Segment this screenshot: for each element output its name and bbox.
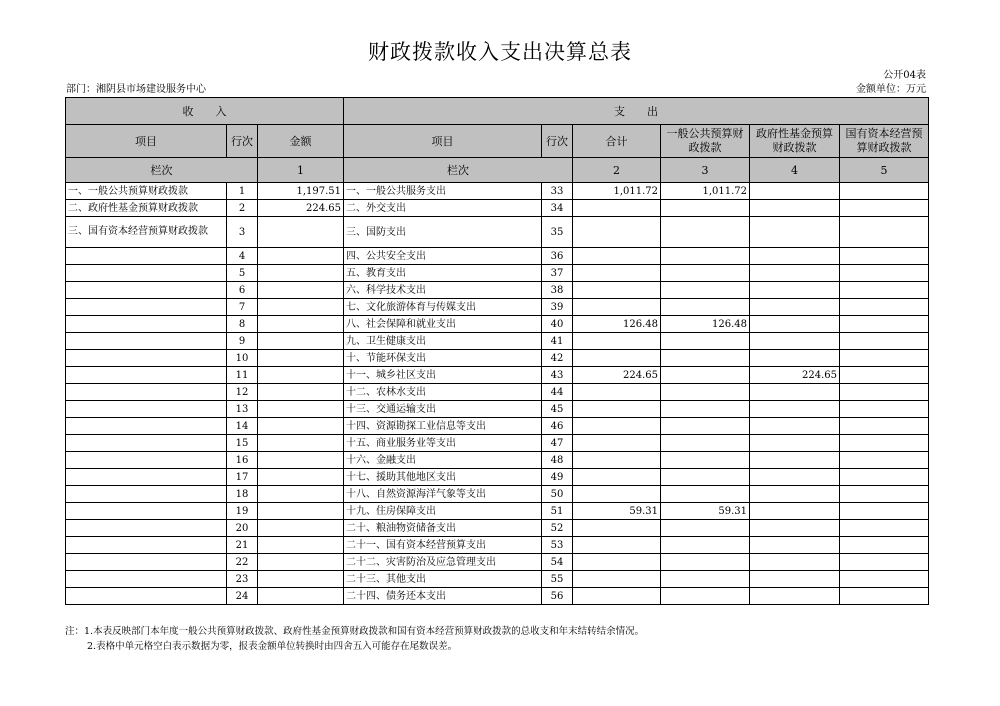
footnotes <box>65 624 644 654</box>
column-number-4: 4 <box>750 158 840 183</box>
gov-fund-cell <box>750 537 840 554</box>
state-capital-cell <box>840 537 929 554</box>
expense-rowno-cell: 44 <box>542 384 573 401</box>
total-cell <box>573 200 661 217</box>
state-capital-cell <box>840 418 929 435</box>
expense-rowno-cell: 39 <box>542 299 573 316</box>
expense-rowno-header: 行次 <box>542 125 573 158</box>
state-capital-cell <box>840 265 929 282</box>
income-amount-cell <box>258 401 344 418</box>
gov-fund-cell <box>750 571 840 588</box>
table-row <box>66 248 929 265</box>
total-cell <box>573 418 661 435</box>
income-item-cell <box>66 350 227 367</box>
expense-item-cell: 四、公共安全支出 <box>344 248 542 265</box>
income-amount-header: 金额 <box>258 125 344 158</box>
table-row <box>66 333 929 350</box>
general-budget-cell <box>661 217 750 248</box>
income-item-cell <box>66 537 227 554</box>
total-cell <box>573 350 661 367</box>
table-row <box>66 350 929 367</box>
general-budget-cell <box>661 333 750 350</box>
income-rowno-cell: 9 <box>227 333 258 350</box>
expense-rowno-cell: 47 <box>542 435 573 452</box>
expense-item-cell: 二十三、其他支出 <box>344 571 542 588</box>
expense-item-cell: 二、外交支出 <box>344 200 542 217</box>
gov-fund-cell <box>750 333 840 350</box>
table-row <box>66 217 929 248</box>
gov-fund-cell <box>750 435 840 452</box>
total-cell <box>573 282 661 299</box>
expense-rowno-cell: 37 <box>542 265 573 282</box>
income-amount-cell <box>258 452 344 469</box>
state-capital-cell <box>840 367 929 384</box>
form-number: 公开04表 <box>883 70 926 81</box>
table-row <box>66 316 929 333</box>
total-cell <box>573 469 661 486</box>
expense-item-cell: 八、社会保障和就业支出 <box>344 316 542 333</box>
expense-rowno-cell: 48 <box>542 452 573 469</box>
total-cell <box>573 435 661 452</box>
general-budget-header: 一般公共预算财政拨款 <box>661 125 750 158</box>
table-row <box>66 282 929 299</box>
income-amount-cell <box>258 588 344 605</box>
expense-item-cell: 十一、城乡社区支出 <box>344 367 542 384</box>
page-title: 财政拨款收入支出决算总表 <box>368 40 632 64</box>
income-item-cell <box>66 367 227 384</box>
income-item-cell <box>66 503 227 520</box>
gov-fund-cell <box>750 200 840 217</box>
income-rowno-cell: 18 <box>227 486 258 503</box>
unit-label: 金额单位：万元 <box>856 84 926 95</box>
column-number-2: 2 <box>573 158 661 183</box>
expense-rowno-cell: 50 <box>542 486 573 503</box>
expense-item-cell: 十二、农林水支出 <box>344 384 542 401</box>
income-amount-cell <box>258 367 344 384</box>
state-capital-cell <box>840 401 929 418</box>
expense-item-cell: 十五、商业服务业等支出 <box>344 435 542 452</box>
income-amount-cell <box>258 282 344 299</box>
total-header: 合计 <box>573 125 661 158</box>
income-amount-cell <box>258 333 344 350</box>
gov-fund-cell <box>750 469 840 486</box>
budget-table <box>65 97 929 605</box>
general-budget-cell: 59.31 <box>661 503 750 520</box>
income-amount-cell <box>258 384 344 401</box>
gov-fund-header: 政府性基金预算财政拨款 <box>750 125 840 158</box>
income-rowno-cell: 10 <box>227 350 258 367</box>
total-cell <box>573 571 661 588</box>
state-capital-cell <box>840 200 929 217</box>
income-item-cell <box>66 520 227 537</box>
income-rowno-cell: 5 <box>227 265 258 282</box>
income-rowno-cell: 23 <box>227 571 258 588</box>
expense-item-cell: 二十一、国有资本经营预算支出 <box>344 537 542 554</box>
expense-rowno-cell: 42 <box>542 350 573 367</box>
income-item-cell <box>66 333 227 350</box>
income-item-cell <box>66 571 227 588</box>
income-rowno-cell: 12 <box>227 384 258 401</box>
income-item-cell <box>66 554 227 571</box>
gov-fund-cell <box>750 401 840 418</box>
general-budget-cell <box>661 282 750 299</box>
expense-rowno-cell: 53 <box>542 537 573 554</box>
column-label-income: 栏次 <box>66 158 258 183</box>
expense-item-cell: 七、文化旅游体育与传媒支出 <box>344 299 542 316</box>
expense-item-cell: 十三、交通运输支出 <box>344 401 542 418</box>
general-budget-cell <box>661 299 750 316</box>
gov-fund-cell <box>750 418 840 435</box>
expense-rowno-cell: 52 <box>542 520 573 537</box>
gov-fund-cell <box>750 503 840 520</box>
general-budget-cell <box>661 469 750 486</box>
table-row <box>66 367 929 384</box>
state-capital-cell <box>840 435 929 452</box>
table-row <box>66 299 929 316</box>
total-cell <box>573 384 661 401</box>
income-item-cell <box>66 316 227 333</box>
table-row <box>66 200 929 217</box>
income-item-cell <box>66 384 227 401</box>
income-item-cell <box>66 452 227 469</box>
gov-fund-cell <box>750 452 840 469</box>
table-row <box>66 520 929 537</box>
income-item-cell: 一、一般公共预算财政拨款 <box>66 183 227 200</box>
income-rowno-cell: 2 <box>227 200 258 217</box>
footnote-1: 注：1.本表反映部门本年度一般公共预算财政拨款、政府性基金预算财政拨款和国有资本经营预算财政拨款的总收支和年末结转结余情况。 <box>65 626 645 637</box>
column-number-1: 1 <box>258 158 344 183</box>
table-row <box>66 537 929 554</box>
income-amount-cell <box>258 571 344 588</box>
expense-item-cell: 二十、粮油物资储备支出 <box>344 520 542 537</box>
income-rowno-cell: 4 <box>227 248 258 265</box>
expense-rowno-cell: 55 <box>542 571 573 588</box>
table-row <box>66 571 929 588</box>
income-section-header: 收 入 <box>66 98 344 125</box>
income-rowno-cell: 13 <box>227 401 258 418</box>
income-amount-cell <box>258 554 344 571</box>
total-cell: 1,011.72 <box>573 183 661 200</box>
total-cell <box>573 554 661 571</box>
income-rowno-cell: 1 <box>227 183 258 200</box>
income-rowno-cell: 8 <box>227 316 258 333</box>
state-capital-header: 国有资本经营预算财政拨款 <box>840 125 929 158</box>
total-cell <box>573 401 661 418</box>
income-amount-cell <box>258 537 344 554</box>
table-row <box>66 452 929 469</box>
income-rowno-cell: 24 <box>227 588 258 605</box>
expense-rowno-cell: 36 <box>542 248 573 265</box>
income-rowno-cell: 11 <box>227 367 258 384</box>
income-amount-cell <box>258 299 344 316</box>
expense-item-cell: 二十二、灾害防治及应急管理支出 <box>344 554 542 571</box>
income-item-cell: 三、国有资本经营预算财政拨款 <box>66 217 227 248</box>
gov-fund-cell <box>750 350 840 367</box>
expense-rowno-cell: 34 <box>542 200 573 217</box>
general-budget-cell <box>661 554 750 571</box>
gov-fund-cell <box>750 217 840 248</box>
gov-fund-cell <box>750 248 840 265</box>
state-capital-cell <box>840 554 929 571</box>
state-capital-cell <box>840 503 929 520</box>
income-rowno-cell: 17 <box>227 469 258 486</box>
total-cell <box>573 520 661 537</box>
general-budget-cell <box>661 537 750 554</box>
general-budget-cell <box>661 401 750 418</box>
total-cell <box>573 217 661 248</box>
income-item-cell <box>66 588 227 605</box>
income-item-cell <box>66 486 227 503</box>
general-budget-cell <box>661 520 750 537</box>
expense-rowno-cell: 40 <box>542 316 573 333</box>
table-row <box>66 418 929 435</box>
income-rowno-cell: 19 <box>227 503 258 520</box>
state-capital-cell <box>840 571 929 588</box>
general-budget-cell: 1,011.72 <box>661 183 750 200</box>
total-cell: 59.31 <box>573 503 661 520</box>
income-item-cell <box>66 299 227 316</box>
state-capital-cell <box>840 452 929 469</box>
income-item-header: 项目 <box>66 125 227 158</box>
state-capital-cell <box>840 299 929 316</box>
income-rowno-cell: 21 <box>227 537 258 554</box>
expense-rowno-cell: 56 <box>542 588 573 605</box>
general-budget-cell <box>661 265 750 282</box>
total-cell <box>573 265 661 282</box>
expense-rowno-cell: 43 <box>542 367 573 384</box>
gov-fund-cell <box>750 316 840 333</box>
income-rowno-cell: 6 <box>227 282 258 299</box>
income-item-cell <box>66 248 227 265</box>
table-row <box>66 265 929 282</box>
expense-rowno-cell: 41 <box>542 333 573 350</box>
general-budget-cell <box>661 588 750 605</box>
expense-item-cell: 十七、援助其他地区支出 <box>344 469 542 486</box>
table-row <box>66 384 929 401</box>
total-cell <box>573 588 661 605</box>
state-capital-cell <box>840 384 929 401</box>
state-capital-cell <box>840 588 929 605</box>
income-amount-cell <box>258 418 344 435</box>
income-amount-cell <box>258 350 344 367</box>
expense-rowno-cell: 54 <box>542 554 573 571</box>
income-amount-cell <box>258 217 344 248</box>
general-budget-cell <box>661 418 750 435</box>
expense-section-header: 支 出 <box>344 98 929 125</box>
table-row <box>66 503 929 520</box>
table-row <box>66 554 929 571</box>
gov-fund-cell <box>750 554 840 571</box>
expense-item-cell: 十四、资源勘探工业信息等支出 <box>344 418 542 435</box>
income-rowno-cell: 16 <box>227 452 258 469</box>
expense-item-cell: 五、教育支出 <box>344 265 542 282</box>
gov-fund-cell <box>750 282 840 299</box>
state-capital-cell <box>840 282 929 299</box>
expense-rowno-cell: 49 <box>542 469 573 486</box>
footnote-2: 2.表格中单元格空白表示数据为零，报表金额单位转换时由四舍五入可能存在尾数误差。 <box>87 641 458 652</box>
state-capital-cell <box>840 183 929 200</box>
expense-item-cell: 六、科学技术支出 <box>344 282 542 299</box>
general-budget-cell <box>661 435 750 452</box>
total-cell <box>573 299 661 316</box>
income-amount-cell <box>258 316 344 333</box>
income-amount-cell <box>258 469 344 486</box>
gov-fund-cell <box>750 384 840 401</box>
table-row <box>66 469 929 486</box>
general-budget-cell <box>661 200 750 217</box>
column-number-3: 3 <box>661 158 750 183</box>
income-item-cell <box>66 435 227 452</box>
department-label: 部门：湘阴县市场建设服务中心 <box>66 84 206 95</box>
total-cell: 126.48 <box>573 316 661 333</box>
gov-fund-cell <box>750 299 840 316</box>
income-amount-cell <box>258 435 344 452</box>
state-capital-cell <box>840 486 929 503</box>
general-budget-cell <box>661 367 750 384</box>
income-amount-cell <box>258 503 344 520</box>
income-amount-cell <box>258 265 344 282</box>
total-cell <box>573 486 661 503</box>
expense-item-cell: 三、国防支出 <box>344 217 542 248</box>
expense-item-cell: 一、一般公共服务支出 <box>344 183 542 200</box>
income-item-cell: 二、政府性基金预算财政拨款 <box>66 200 227 217</box>
income-item-cell <box>66 469 227 486</box>
income-amount-cell <box>258 520 344 537</box>
total-cell <box>573 452 661 469</box>
table-row <box>66 183 929 200</box>
expense-item-header: 项目 <box>344 125 542 158</box>
gov-fund-cell <box>750 183 840 200</box>
income-rowno-cell: 3 <box>227 217 258 248</box>
income-rowno-cell: 15 <box>227 435 258 452</box>
state-capital-cell <box>840 469 929 486</box>
income-item-cell <box>66 401 227 418</box>
expense-rowno-cell: 35 <box>542 217 573 248</box>
total-cell <box>573 248 661 265</box>
state-capital-cell <box>840 350 929 367</box>
gov-fund-cell <box>750 520 840 537</box>
expense-item-cell: 十八、自然资源海洋气象等支出 <box>344 486 542 503</box>
gov-fund-cell <box>750 486 840 503</box>
expense-item-cell: 十、节能环保支出 <box>344 350 542 367</box>
expense-item-cell: 二十四、债务还本支出 <box>344 588 542 605</box>
general-budget-cell <box>661 571 750 588</box>
income-rowno-cell: 22 <box>227 554 258 571</box>
general-budget-cell <box>661 248 750 265</box>
expense-rowno-cell: 51 <box>542 503 573 520</box>
general-budget-cell <box>661 452 750 469</box>
income-rowno-cell: 7 <box>227 299 258 316</box>
general-budget-cell <box>661 384 750 401</box>
column-number-5: 5 <box>840 158 929 183</box>
expense-item-cell: 十六、金融支出 <box>344 452 542 469</box>
state-capital-cell <box>840 316 929 333</box>
state-capital-cell <box>840 520 929 537</box>
income-amount-cell: 224.65 <box>258 200 344 217</box>
expense-rowno-cell: 33 <box>542 183 573 200</box>
general-budget-cell <box>661 350 750 367</box>
income-amount-cell <box>258 486 344 503</box>
state-capital-cell <box>840 333 929 350</box>
table-row <box>66 401 929 418</box>
general-budget-cell <box>661 486 750 503</box>
expense-rowno-cell: 38 <box>542 282 573 299</box>
income-item-cell <box>66 282 227 299</box>
state-capital-cell <box>840 248 929 265</box>
column-label-expense: 栏次 <box>344 158 573 183</box>
gov-fund-cell: 224.65 <box>750 367 840 384</box>
income-amount-cell: 1,197.51 <box>258 183 344 200</box>
table-row <box>66 486 929 503</box>
gov-fund-cell <box>750 265 840 282</box>
table-row <box>66 588 929 605</box>
income-rowno-cell: 14 <box>227 418 258 435</box>
expense-rowno-cell: 46 <box>542 418 573 435</box>
state-capital-cell <box>840 217 929 248</box>
expense-rowno-cell: 45 <box>542 401 573 418</box>
expense-item-cell: 十九、住房保障支出 <box>344 503 542 520</box>
income-amount-cell <box>258 248 344 265</box>
expense-item-cell: 九、卫生健康支出 <box>344 333 542 350</box>
income-item-cell <box>66 265 227 282</box>
gov-fund-cell <box>750 588 840 605</box>
income-rowno-cell: 20 <box>227 520 258 537</box>
income-rowno-header: 行次 <box>227 125 258 158</box>
total-cell <box>573 333 661 350</box>
income-item-cell <box>66 418 227 435</box>
total-cell: 224.65 <box>573 367 661 384</box>
total-cell <box>573 537 661 554</box>
table-row <box>66 435 929 452</box>
general-budget-cell: 126.48 <box>661 316 750 333</box>
